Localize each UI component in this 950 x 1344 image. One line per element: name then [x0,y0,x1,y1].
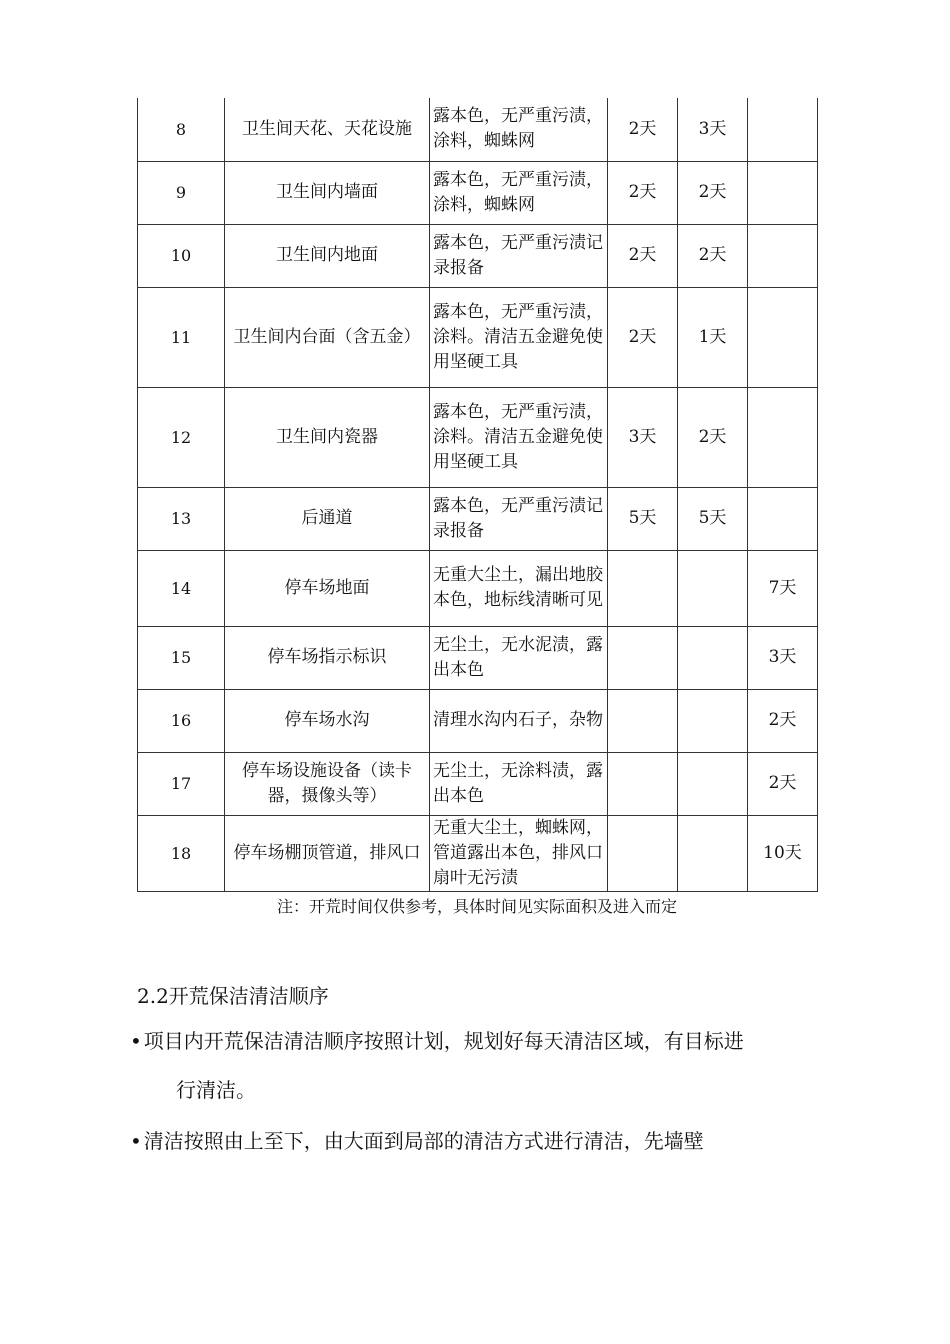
cleaning-area: 卫生间内台面（含五金） [225,287,430,387]
duration-col-1: 2天 [608,287,678,387]
duration-col-2: 2天 [678,224,748,287]
paragraph-1-line-2: 行清洁。 [176,1078,256,1102]
row-number: 15 [138,626,225,689]
cleaning-area: 停车场地面 [225,550,430,626]
duration-col-3 [748,98,818,161]
section-heading: 2.2开荒保洁清洁顺序 [137,984,329,1008]
duration-col-2 [678,550,748,626]
duration-col-3: 2天 [748,689,818,752]
cleaning-standard: 露本色，无严重污渍，涂料。清洁五金避免使用坚硬工具 [430,387,608,487]
table-row [138,224,818,287]
table-row [138,550,818,626]
cleaning-schedule-table [137,98,818,892]
cleaning-standard: 无尘土，无水泥渍，露出本色 [430,626,608,689]
cleaning-standard: 露本色，无严重污渍记录报备 [430,487,608,550]
cleaning-standard: 无重大尘土，蜘蛛网，管道露出本色，排风口扇叶无污渍 [430,815,608,891]
table-row [138,626,818,689]
duration-col-3: 2天 [748,752,818,815]
duration-col-3: 7天 [748,550,818,626]
duration-col-1: 5天 [608,487,678,550]
duration-col-3: 3天 [748,626,818,689]
paragraph-1-line-1: 项目内开荒保洁清洁顺序按照计划，规划好每天清洁区域，有目标进 [143,1029,744,1053]
duration-col-1 [608,689,678,752]
row-number: 18 [138,815,225,891]
table-row [138,161,818,224]
cleaning-standard: 露本色，无严重污渍，涂料，蜘蛛网 [430,161,608,224]
duration-col-3: 10天 [748,815,818,891]
row-number: 12 [138,387,225,487]
cleaning-area: 卫生间内墙面 [225,161,430,224]
cleaning-standard: 露本色，无严重污渍，涂料，蜘蛛网 [430,98,608,161]
duration-col-2: 3天 [678,98,748,161]
cleaning-area: 卫生间天花、天花设施 [225,98,430,161]
cleaning-area: 卫生间内瓷器 [225,387,430,487]
duration-col-3 [748,287,818,387]
duration-col-3 [748,387,818,487]
duration-col-1: 3天 [608,387,678,487]
cleaning-standard: 露本色，无严重污渍记录报备 [430,224,608,287]
table-row [138,815,818,891]
duration-col-3 [748,487,818,550]
cleaning-area: 停车场设施设备（读卡器，摄像头等） [225,752,430,815]
duration-col-1: 2天 [608,224,678,287]
duration-col-1 [608,550,678,626]
paragraph-2-line-1: 清洁按照由上至下，由大面到局部的清洁方式进行清洁，先墙壁 [143,1129,704,1153]
bullet-icon: • [130,1029,142,1053]
table-row [138,98,818,161]
table-note: 注：开荒时间仅供参考，具体时间见实际面积及进入而定 [276,897,677,916]
bullet-icon: • [130,1129,142,1153]
row-number: 14 [138,550,225,626]
duration-col-2 [678,815,748,891]
duration-col-3 [748,161,818,224]
cleaning-standard: 无尘土，无涂料渍，露出本色 [430,752,608,815]
row-number: 11 [138,287,225,387]
duration-col-2 [678,689,748,752]
table-row [138,287,818,387]
paragraph-2 [130,1127,704,1155]
duration-col-2: 5天 [678,487,748,550]
duration-col-2: 1天 [678,287,748,387]
duration-col-1 [608,815,678,891]
duration-col-2 [678,752,748,815]
duration-col-3 [748,224,818,287]
duration-col-2 [678,626,748,689]
duration-col-1: 2天 [608,98,678,161]
row-number: 17 [138,752,225,815]
row-number: 13 [138,487,225,550]
row-number: 8 [138,98,225,161]
row-number: 16 [138,689,225,752]
cleaning-area: 后通道 [225,487,430,550]
duration-col-2: 2天 [678,387,748,487]
table-row [138,752,818,815]
cleaning-standard: 无重大尘土，漏出地胶本色，地标线清晰可见 [430,550,608,626]
paragraph-1 [130,1027,744,1055]
table-row [138,689,818,752]
duration-col-1 [608,752,678,815]
cleaning-area: 卫生间内地面 [225,224,430,287]
cleaning-area: 停车场棚顶管道，排风口 [225,815,430,891]
row-number: 10 [138,224,225,287]
cleaning-standard: 露本色，无严重污渍，涂料。清洁五金避免使用坚硬工具 [430,287,608,387]
table-row [138,387,818,487]
cleaning-standard: 清理水沟内石子，杂物 [430,689,608,752]
table-row [138,487,818,550]
duration-col-1 [608,626,678,689]
cleaning-area: 停车场指示标识 [225,626,430,689]
row-number: 9 [138,161,225,224]
cleaning-area: 停车场水沟 [225,689,430,752]
duration-col-1: 2天 [608,161,678,224]
duration-col-2: 2天 [678,161,748,224]
